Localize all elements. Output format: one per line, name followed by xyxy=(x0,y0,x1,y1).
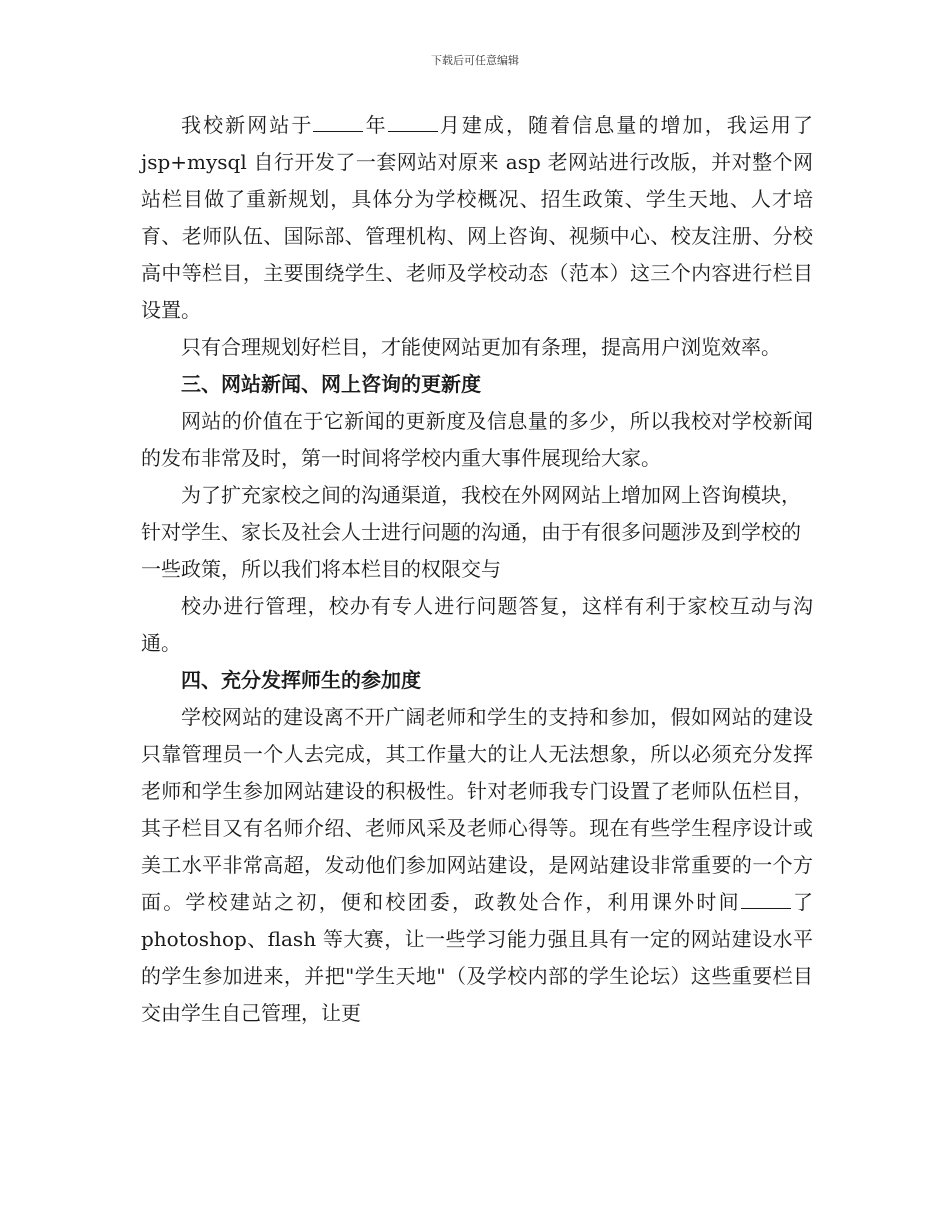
text-segment: 年 xyxy=(363,113,388,137)
paragraph-office: 校办进行管理，校办有专人进行问题答复，这样有利于家校互动与沟通。 xyxy=(141,594,813,655)
text-segment: 月建成，随着信息量的增加，我运用了 jsp+mysql 自行开发了一套网站对原来 asp 老网站进行改版，并对整个网站栏目做了重新规划，具体分为学校概况、招生政策、学生天地、人才培育、老师队伍、国际部、管理机构、网上咨询、视频中心、校友注册、分校高中等栏目，主要围绕学生、老师及学校动态（范本）这三个内容进行栏目设置。 xyxy=(141,113,814,322)
page-header: 下载后可任意编辑 xyxy=(431,54,519,67)
text-segment: 我校新网站于 xyxy=(181,113,314,137)
fill-blank xyxy=(741,888,791,909)
paragraph-consult: 为了扩充家校之间的沟通渠道，我校在外网网站上增加网上咨询模块，针对学生、家长及社会人士进行问题的沟通，由于有很多问题涉及到学校的一些政策，所以我们将本栏目的权限交与 xyxy=(141,483,801,581)
paragraph-columns: 只有合理规划好栏目，才能使网站更加有条理，提高用户浏览效率。 xyxy=(181,335,781,359)
fill-blank xyxy=(313,111,363,132)
text-segment: 学校网站的建设离不开广阔老师和学生的支持和参加，假如网站的建设只靠管理员一个人去完成，其工作量大的让人无法想象，所以必须充分发挥老师和学生参加网站建设的积极性。针对老师我专门设置了老师队伍栏目，其子栏目又有名师介绍、老师风采及老师心得等。现在有些学生程序设计或美工水平非常高超，发动他们参加网站建设，是网站建设非常重要的一个方面。学校建站之初，便和校团委，政教处合作，利用课外时间 xyxy=(141,705,813,914)
section-heading-three: 三、网站新闻、网上咨询的更新度 xyxy=(181,372,481,396)
text-segment: 了 photoshop、flash 等大赛，让一些学习能力强且具有一定的网站建设水平的学生参加进来，并把"学生天地"（及学校内部的学生论坛）这些重要栏目交由学生自己管理，让更 xyxy=(141,890,814,1025)
paragraph-website-build xyxy=(141,107,813,329)
document-body xyxy=(141,107,813,1032)
section-heading-four: 四、充分发挥师生的参加度 xyxy=(181,668,421,692)
paragraph-participation xyxy=(141,699,813,1032)
fill-blank xyxy=(388,111,438,132)
paragraph-news: 网站的价值在于它新闻的更新度及信息量的多少，所以我校对学校新闻的发布非常及时，第一时间将学校内重大事件展现给大家。 xyxy=(141,409,813,470)
